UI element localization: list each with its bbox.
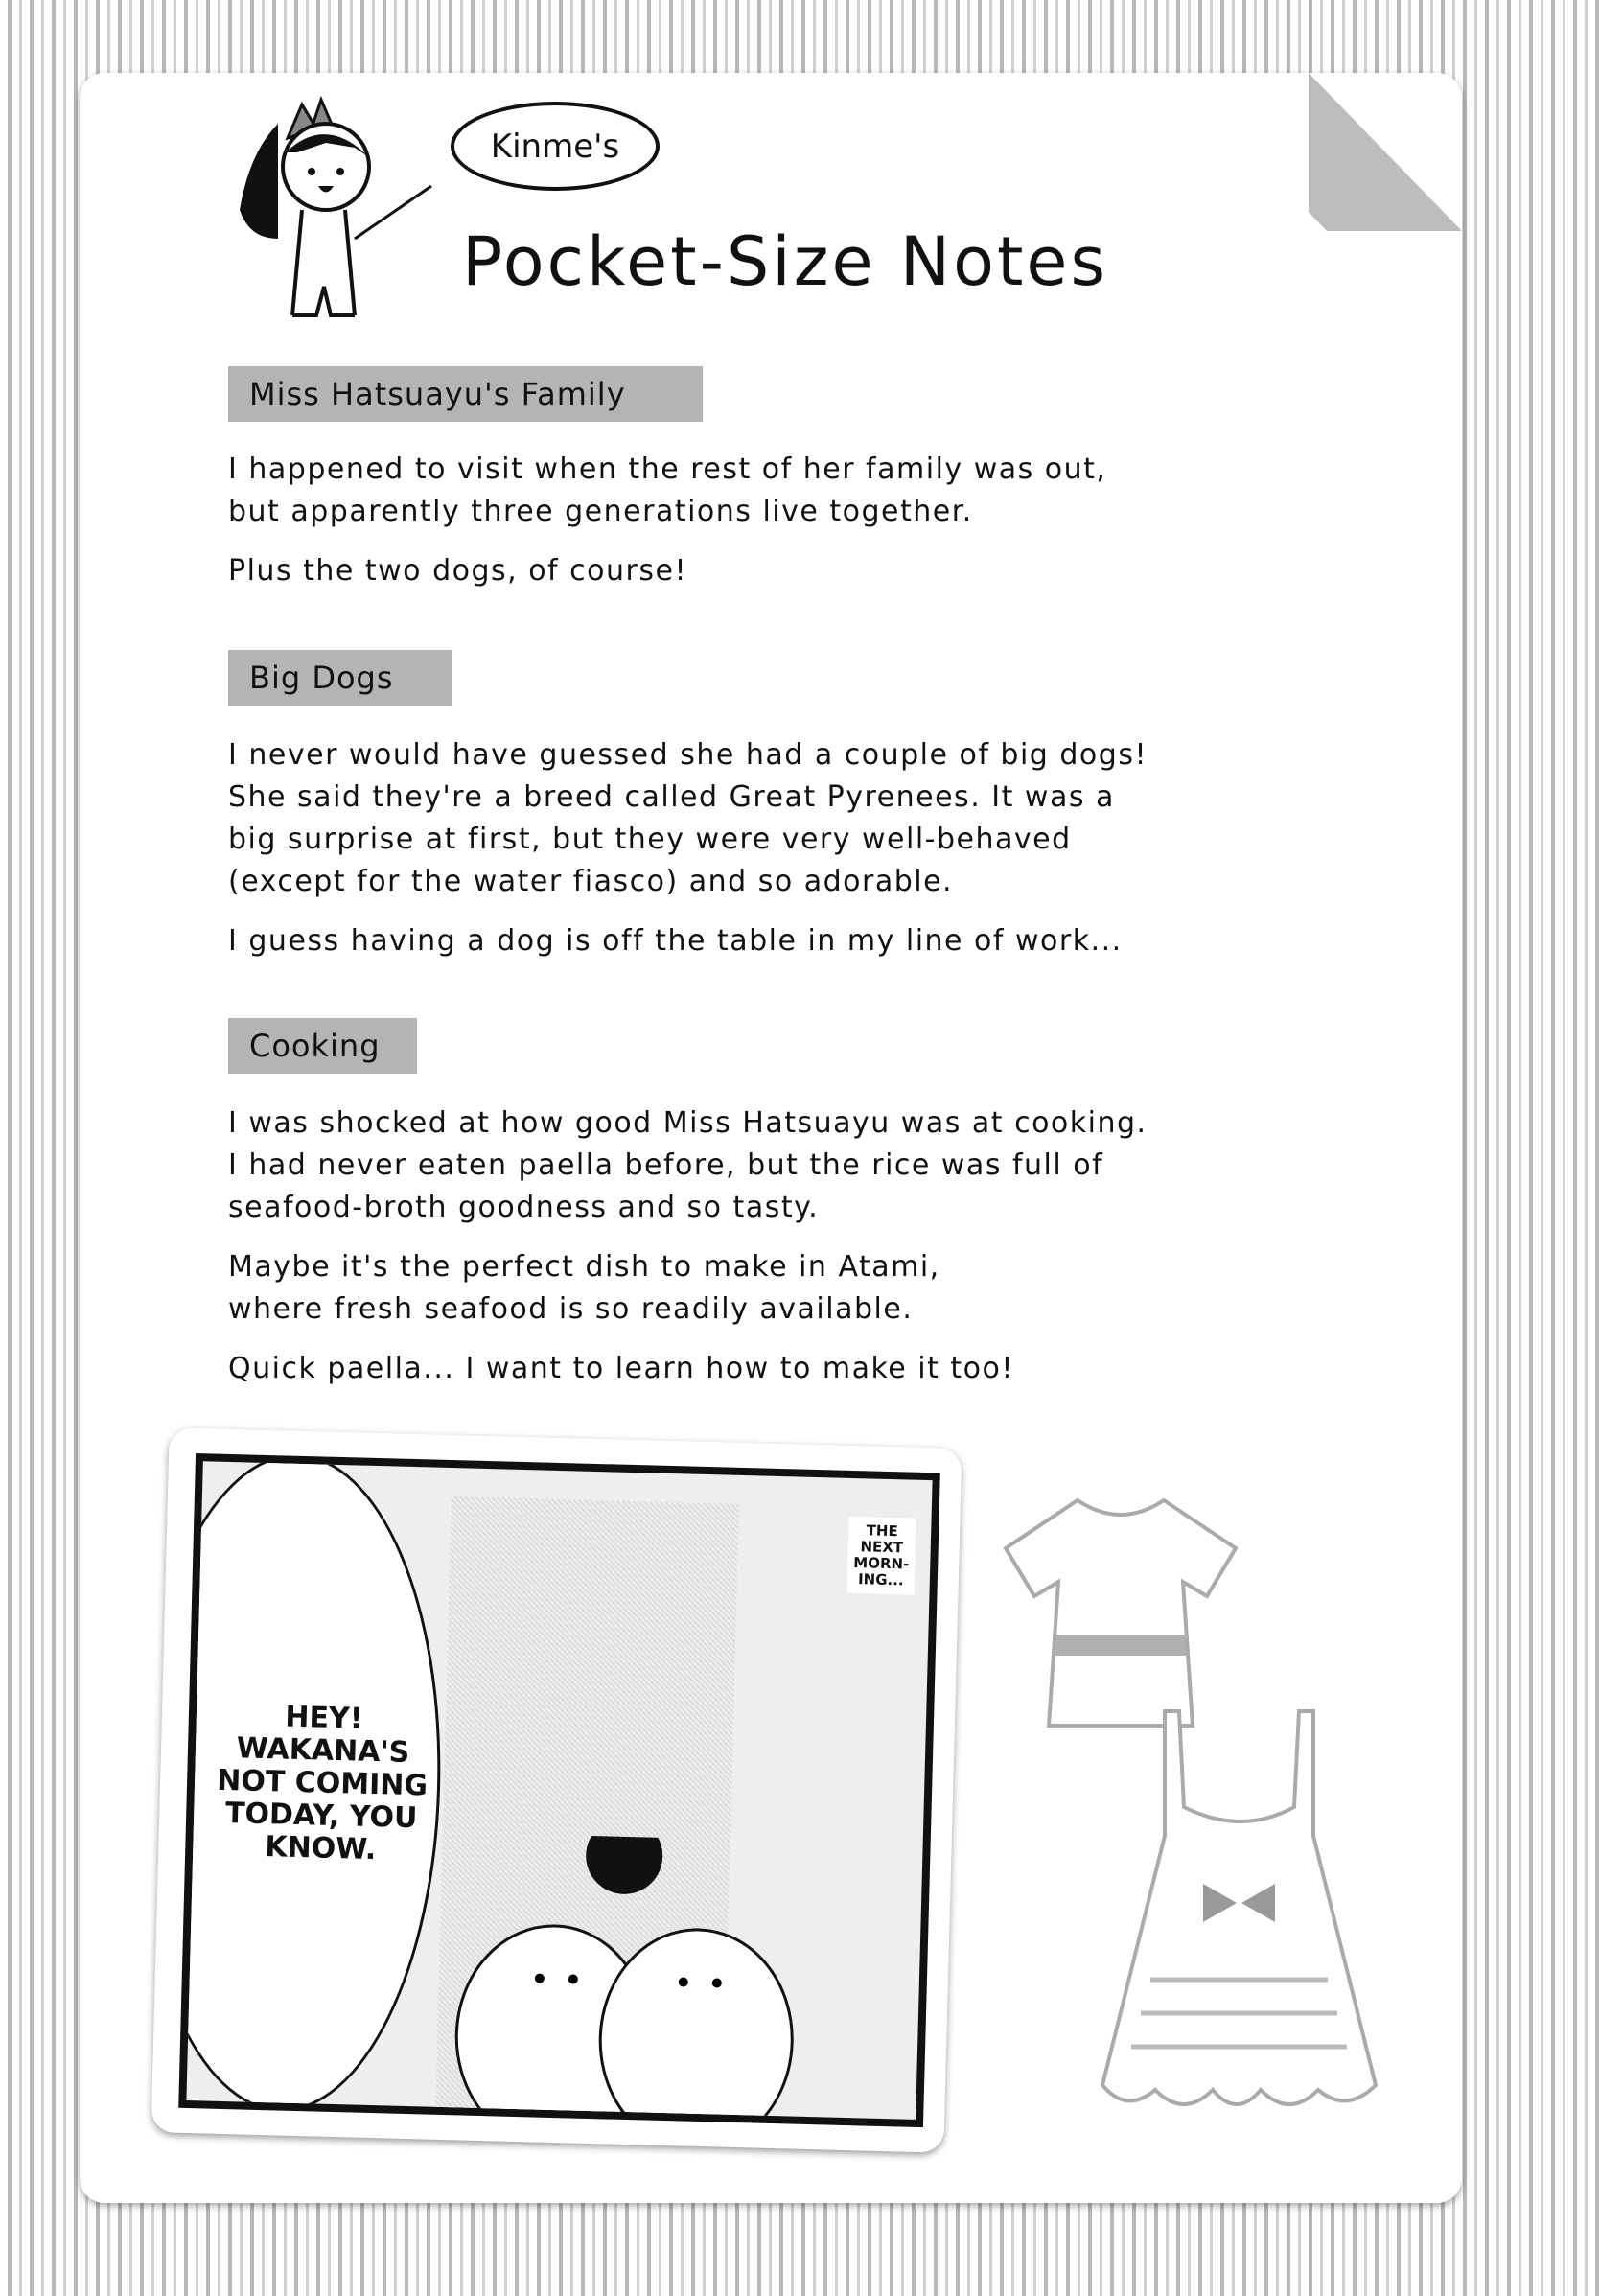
paragraph: I never would have guessed she had a couple of big dogs! She said they're a breed called Great Pyrenees. It was a big surprise at first, but they were very well-behaved (except for the water fiasco) and so adorable. bbox=[228, 738, 1148, 898]
kinme-speech-bubble bbox=[451, 102, 660, 191]
paragraph: I was shocked at how good Miss Hatsuayu was at cooking. I had never eaten paella before, but the rice was full of seafood-broth goodness and so tasty. bbox=[228, 1106, 1148, 1224]
kinme-chibi-illustration bbox=[211, 95, 436, 327]
shirt-icon bbox=[1001, 1491, 1241, 1735]
dogs-illustration bbox=[425, 1832, 817, 2127]
paragraph: Plus the two dogs, of course! bbox=[228, 554, 687, 588]
narration-box: THE NEXT MORN- ING... bbox=[846, 1517, 916, 1595]
dress-icon bbox=[1098, 1702, 1380, 2119]
paragraph: Maybe it's the perfect dish to make in Atami, where fresh seafood is so readily available. bbox=[228, 1250, 940, 1326]
bubble-text: Kinme's bbox=[490, 127, 620, 166]
paragraph: Quick paella... I want to learn how to make it too! bbox=[228, 1352, 1014, 1385]
manga-panel-card bbox=[151, 1427, 962, 2152]
section-label-big-dogs: Big Dogs bbox=[228, 650, 452, 706]
section-label-cooking: Cooking bbox=[228, 1018, 417, 1074]
paragraph: I guess having a dog is off the table in my line of work... bbox=[228, 924, 1123, 958]
paragraph: I happened to visit when the rest of her family was out, but apparently three generations live together. bbox=[228, 452, 1107, 528]
section-label-family: Miss Hatsuayu's Family bbox=[228, 366, 703, 422]
manga-panel bbox=[178, 1453, 940, 2127]
page-title: Pocket-Size Notes bbox=[462, 222, 1108, 301]
speech-bubble bbox=[178, 1453, 449, 2116]
speech-text: HEY! WAKANA'S NOT COMING TODAY, YOU KNOW. bbox=[216, 1700, 429, 1867]
